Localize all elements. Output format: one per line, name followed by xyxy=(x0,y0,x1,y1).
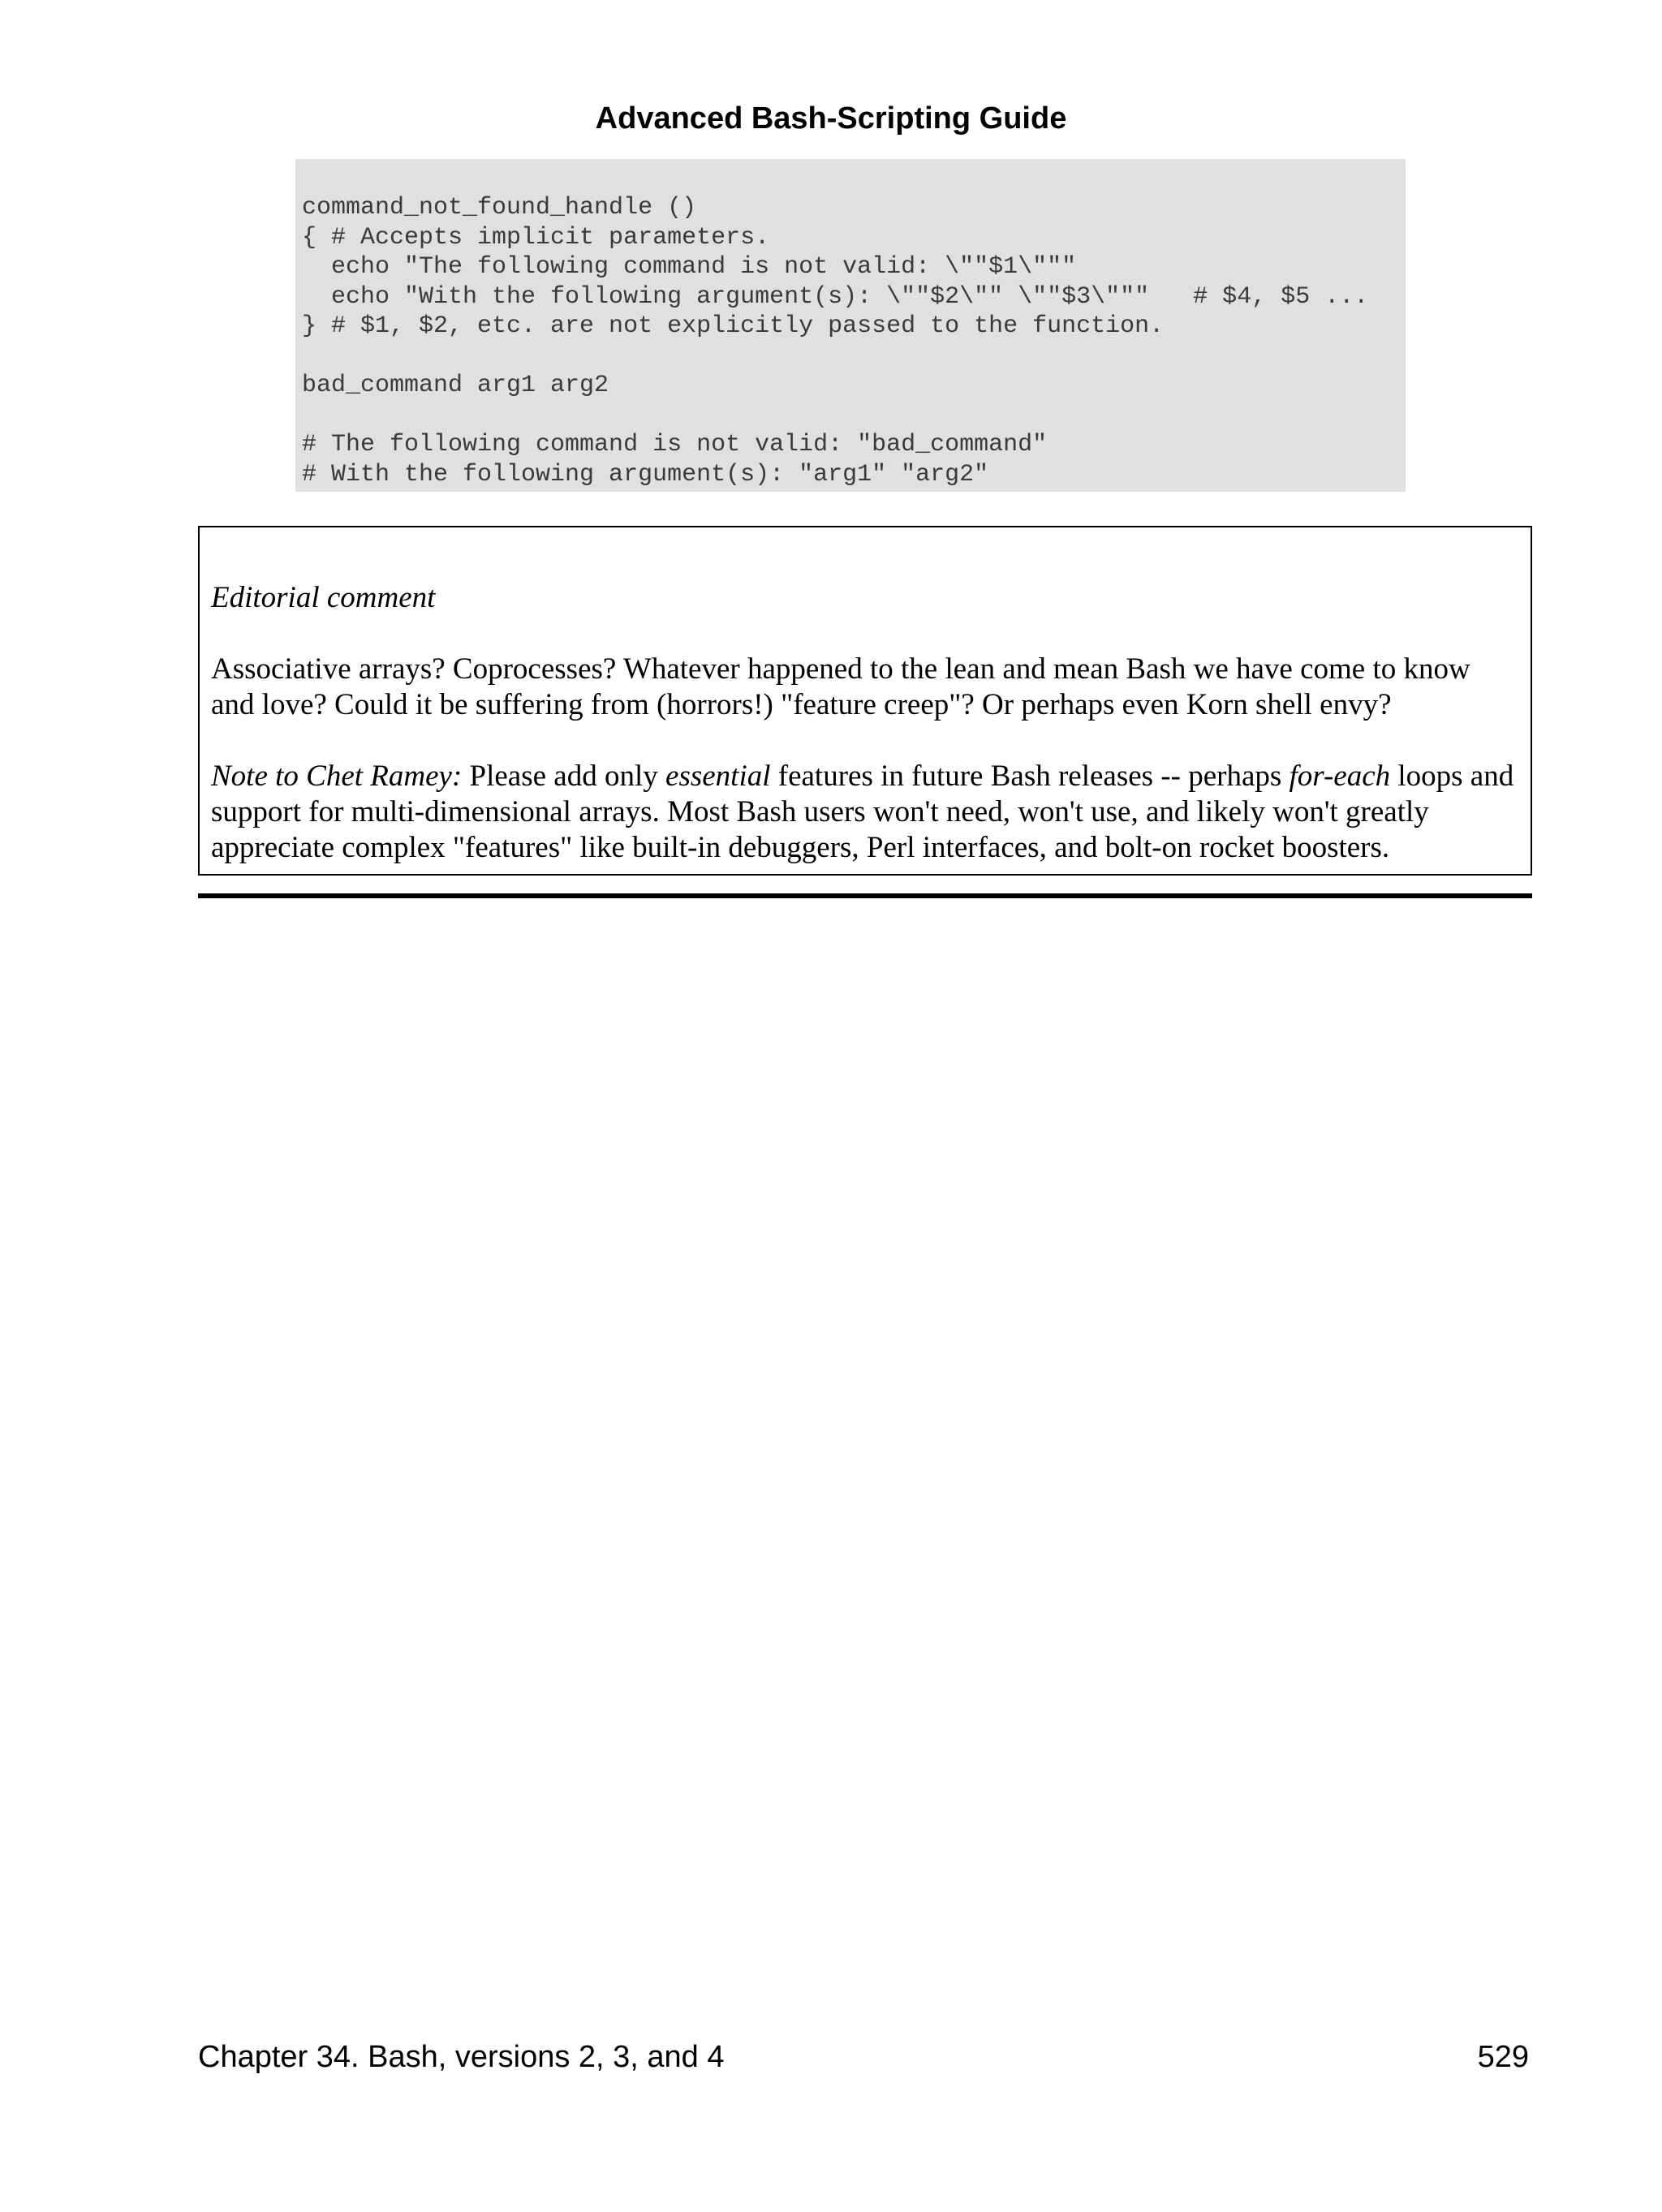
footer-chapter: Chapter 34. Bash, versions 2, 3, and 4 xyxy=(198,2040,725,2074)
code-line: } # $1, $2, etc. are not explicitly passed to the function. xyxy=(302,312,1165,340)
code-line: { # Accepts implicit parameters. xyxy=(302,223,770,252)
note-text: loops and support for multi-dimensional arrays. Most Bash users won't need, won't use, and likely won't greatly appreciate complex "features" like built-in debuggers, Perl interfaces, and bolt-on rocket boosters. xyxy=(211,760,1514,864)
code-line: bad_command arg1 arg2 xyxy=(302,372,609,399)
editorial-note xyxy=(211,759,1519,866)
note-emphasis: essential xyxy=(665,760,771,793)
code-line: # With the following argument(s): "arg1" "arg2" xyxy=(302,460,989,488)
editorial-comment-box xyxy=(198,526,1532,876)
code-line: echo "With the following argument(s): \""$2\"" \""$3\""" # $4, $5 ... xyxy=(302,282,1369,311)
editorial-paragraph: Associative arrays? Coprocesses? Whatever happened to the lean and mean Bash we have come to know and love? Could it be suffering from (horrors!) "feature creep"? Or perhaps even Korn shell envy? xyxy=(211,652,1470,721)
editorial-heading: Editorial comment xyxy=(211,581,436,614)
note-text: features in future Bash releases -- perhaps xyxy=(770,760,1290,793)
code-line: # The following command is not valid: "bad_command" xyxy=(302,431,1048,458)
code-line xyxy=(302,342,1406,372)
section-divider xyxy=(198,893,1532,898)
footer-page-number: 529 xyxy=(1477,2040,1529,2074)
page-header-title: Advanced Bash-Scripting Guide xyxy=(595,101,1067,136)
note-emphasis: for-each xyxy=(1289,760,1391,793)
code-line: command_not_found_handle () xyxy=(302,194,697,222)
code-line: echo "The following command is not valid: \""$1\""" xyxy=(302,253,1077,281)
note-text: Please add only xyxy=(462,760,666,793)
code-listing xyxy=(295,159,1406,492)
code-line xyxy=(302,401,1406,431)
note-label: Note to Chet Ramey: xyxy=(211,760,463,793)
